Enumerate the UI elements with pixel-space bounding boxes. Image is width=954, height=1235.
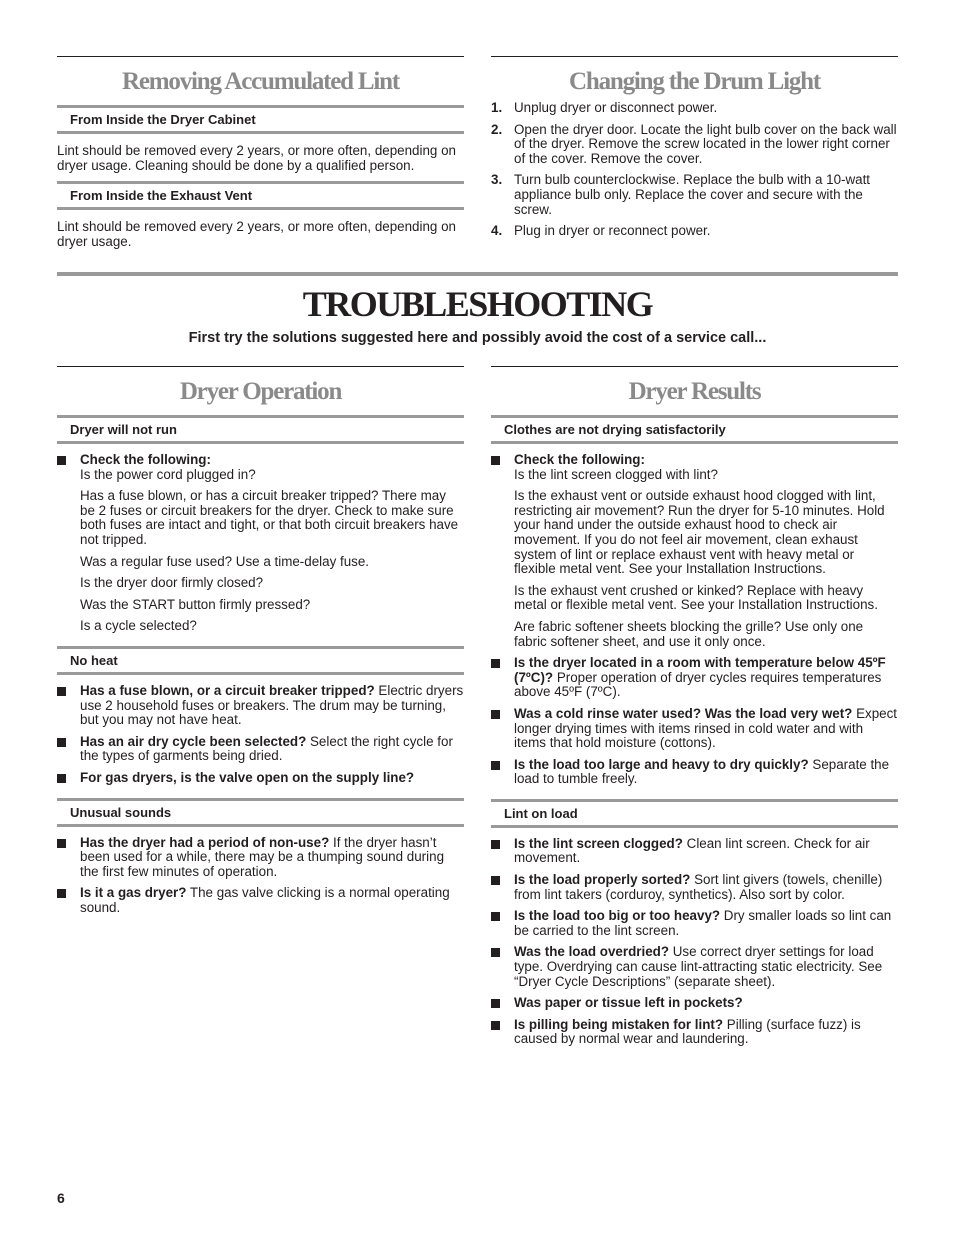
no-heat-item: Has an air dry cycle been selected? Select the right cycle for the types of garments being dried. — [57, 735, 464, 764]
step-number: 1. — [491, 100, 503, 115]
check-line: Are fabric softener sheets blocking the grille? Use only one fabric softener sheet, and use it only once. — [514, 618, 864, 649]
check-list-item — [57, 453, 464, 634]
vent-text: Lint should be removed every 2 years, or more often, depending on dryer usage. — [57, 219, 456, 249]
check-line: Has a fuse blown, or has a circuit breaker tripped? There may be 2 fuses or circuit breakers for the dryer. Check to make sure both fuses are intact and tight, or that both circuit breakers have not tripped. — [80, 488, 459, 547]
bullet-icon — [57, 687, 66, 696]
bullet-icon — [491, 761, 500, 770]
check-list-item — [491, 453, 898, 649]
step-text: Unplug dryer or disconnect power. — [514, 100, 718, 115]
lint-item: Is the lint screen clogged? Clean lint screen. Check for air movement. — [491, 837, 898, 866]
bullet-icon — [491, 912, 500, 921]
drying-item: Is the load too large and heavy to dry quickly? Separate the load to tumble freely. — [491, 758, 898, 787]
drum-light-section — [491, 56, 898, 246]
lint-item: Is the load properly sorted? Sort lint givers (towels, chenille) from lint takers (corduroy, synthetics). Also sort by color. — [491, 873, 898, 902]
drying-item: Was a cold rinse water used? Was the load very wet? Expect longer drying times with items rinsed in cold water and with items that hold moisture (cottons). — [491, 707, 898, 751]
bullet-icon — [57, 456, 66, 465]
sounds-item: Has the dryer had a period of non-use? If the dryer hasn’t been used for a while, there may be a thumping sound during the first few minutes of operation. — [57, 836, 464, 880]
bullet-icon — [57, 774, 66, 783]
drum-light-title: Changing the Drum Light — [569, 68, 820, 95]
dryer-results-title: Dryer Results — [628, 378, 761, 405]
bullet-icon — [57, 889, 66, 898]
lint-item: Is pilling being mistaken for lint? Pilling (surface fuzz) is caused by normal wear and laundering. — [491, 1018, 898, 1047]
lint-section — [57, 56, 464, 257]
step-text: Turn bulb counterclockwise. Replace the bulb with a 10-watt appliance bulb only. Replace the cover and secure with the screw. — [514, 172, 871, 217]
drum-step — [491, 101, 898, 116]
page-number: 6 — [57, 1190, 65, 1206]
lint-on-load-subheading: Lint on load — [491, 799, 898, 828]
check-label: Check the following: — [514, 452, 645, 467]
sounds-item: Is it a gas dryer? The gas valve clicking is a normal operating sound. — [57, 886, 464, 915]
bullet-icon — [491, 1021, 500, 1030]
section-divider — [57, 272, 898, 276]
cabinet-subheading: From Inside the Dryer Cabinet — [57, 105, 464, 134]
drying-item: Is the dryer located in a room with temperature below 45ºF (7ºC)? Proper operation of dryer cycles requires temperatures above 45ºF (7ºC). — [491, 656, 898, 700]
lint-item: Was paper or tissue left in pockets? — [491, 996, 898, 1011]
dryer-results-section — [491, 366, 898, 1054]
check-line: Is the exhaust vent crushed or kinked? Replace with heavy metal or flexible metal vent. See your Installation Instructions. — [514, 582, 878, 613]
dryer-operation-section — [57, 366, 464, 922]
step-number: 2. — [491, 121, 503, 137]
drum-step — [491, 123, 898, 167]
not-drying-subheading: Clothes are not drying satisfactorily — [491, 415, 898, 444]
check-line: Was a regular fuse used? Use a time-delay fuse. — [80, 553, 370, 569]
bullet-icon — [491, 840, 500, 849]
unusual-sounds-subheading: Unusual sounds — [57, 798, 464, 827]
step-number: 4. — [491, 223, 503, 239]
lint-section-title: Removing Accumulated Lint — [122, 68, 399, 95]
bullet-icon — [491, 659, 500, 668]
check-line: Is the dryer door firmly closed? — [80, 575, 264, 591]
lint-item: Is the load too big or too heavy? Dry smaller loads so lint can be carried to the lint screen. — [491, 909, 898, 938]
bullet-icon — [491, 876, 500, 885]
bullet-icon — [491, 999, 500, 1008]
cabinet-text: Lint should be removed every 2 years, or more often, depending on dryer usage. Cleaning should be done by a qualified person. — [57, 143, 456, 173]
bullet-icon — [491, 948, 500, 957]
drum-step — [491, 224, 898, 239]
check-line: Is a cycle selected? — [80, 618, 197, 634]
check-line: Is the power cord plugged in? — [80, 466, 256, 482]
vent-subheading: From Inside the Exhaust Vent — [57, 181, 464, 210]
troubleshooting-title: TROUBLESHOOTING — [302, 284, 653, 324]
no-heat-item: Has a fuse blown, or a circuit breaker tripped? Electric dryers use 2 household fuses or breakers. The drum may be turning, but you may not have heat. — [57, 684, 464, 728]
check-label: Check the following: — [80, 452, 211, 467]
will-not-run-subheading: Dryer will not run — [57, 415, 464, 444]
check-line: Is the lint screen clogged with lint? — [514, 466, 718, 482]
check-line: Was the START button firmly pressed? — [80, 596, 311, 612]
no-heat-item: For gas dryers, is the valve open on the supply line? — [57, 771, 464, 786]
step-text: Open the dryer door. Locate the light bulb cover on the back wall of the dryer. Remove the screw located in the lower right corner of the cover. Remove the cover. — [514, 121, 897, 166]
bullet-icon — [57, 839, 66, 848]
step-text: Plug in dryer or reconnect power. — [514, 223, 711, 239]
troubleshooting-intro: First try the solutions suggested here and possibly avoid the cost of a service call... — [188, 330, 767, 346]
bullet-icon — [491, 710, 500, 719]
bullet-icon — [57, 738, 66, 747]
check-line: Is the exhaust vent or outside exhaust hood clogged with lint, restricting air movement? Run the dryer for 5-10 minutes. Hold your hand under the outside exhaust hood to check air movement. If you do not feel air movement, clean exhaust system of lint or replace exhaust vent with heavy metal or flexible metal vent. See your Installation Instructions. — [514, 488, 885, 577]
no-heat-subheading: No heat — [57, 646, 464, 675]
step-number: 3. — [491, 172, 503, 188]
bullet-icon — [491, 456, 500, 465]
dryer-operation-title: Dryer Operation — [179, 378, 342, 405]
lint-item: Was the load overdried? Use correct dryer settings for load type. Overdrying can cause lint-attracting static electricity. See “Dryer Cycle Descriptions” (separate sheet). — [491, 945, 898, 989]
drum-step — [491, 173, 898, 217]
